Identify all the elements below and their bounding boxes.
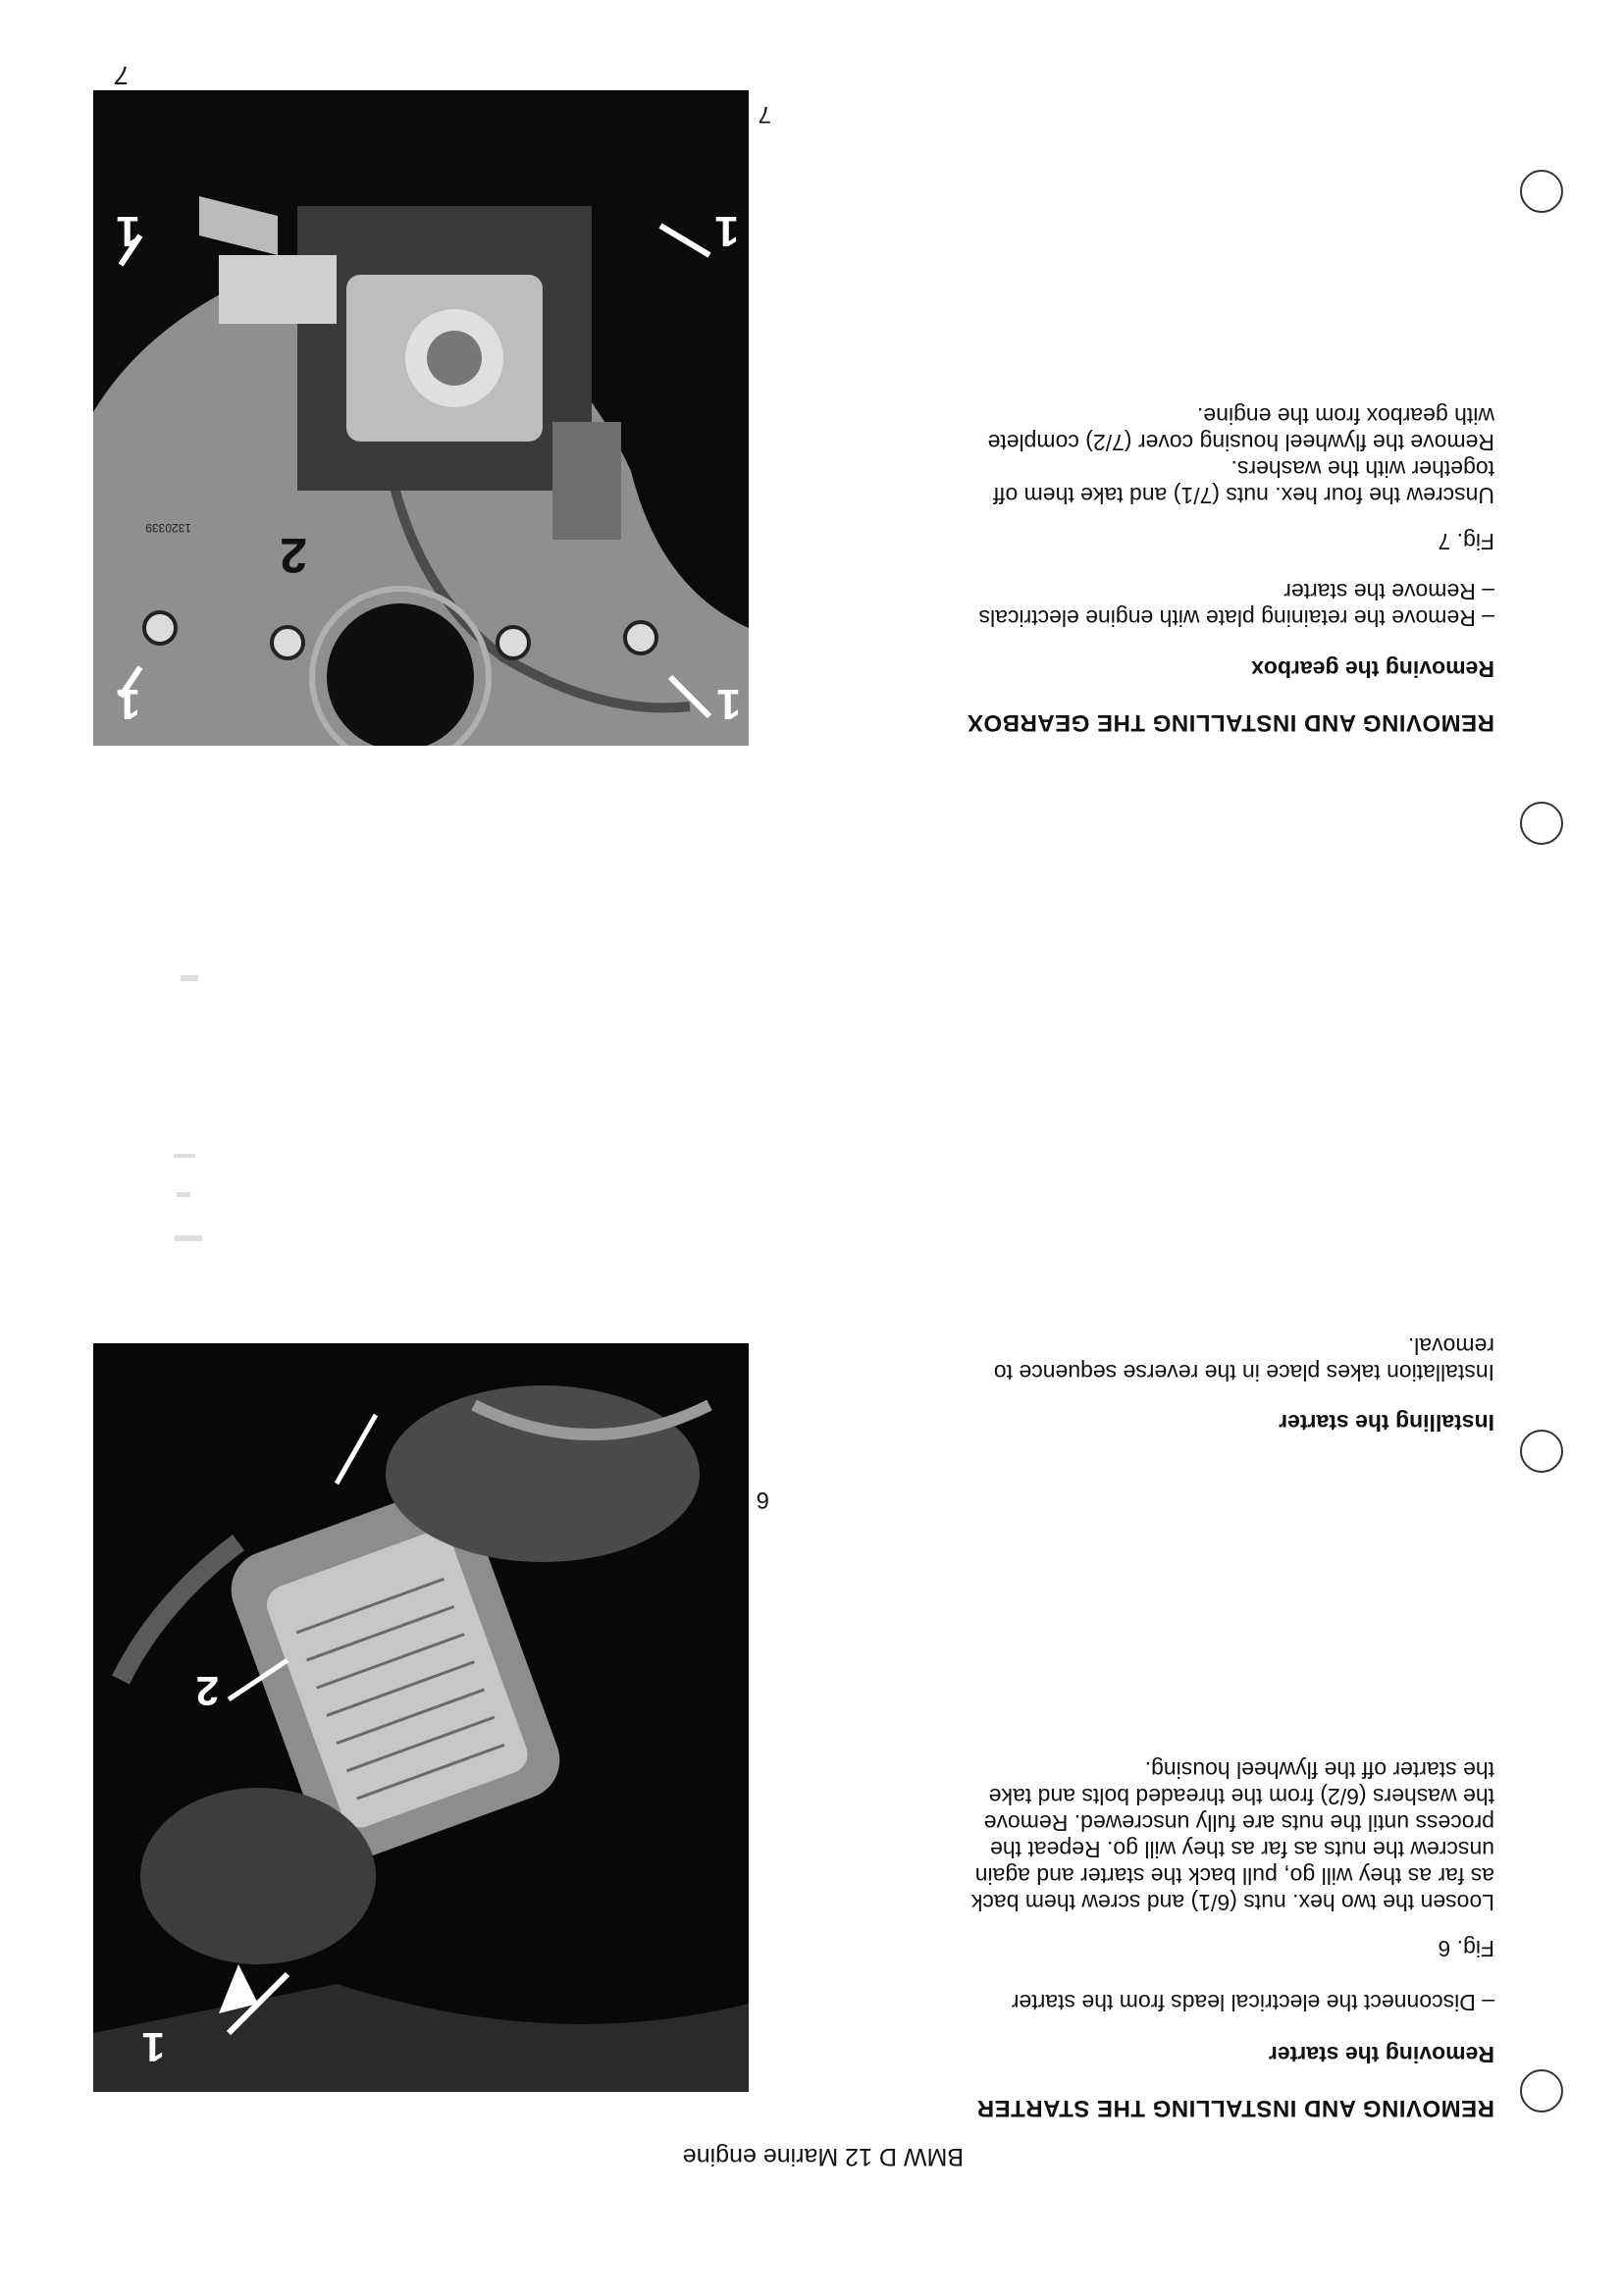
fig7-number: 7 (758, 101, 771, 128)
punch-hole-3 (1520, 802, 1563, 845)
starter-step-disconnect: – Disconnect the electrical leads from the starter (1011, 1990, 1494, 2015)
fig7-callout-1b: 1 (116, 680, 140, 728)
gearbox-step-1: – Remove the retaining plate with engine electricals (978, 605, 1494, 631)
fig7-callout-1c: 1 (714, 207, 739, 255)
fig7-flywheel-housing-image (93, 90, 749, 746)
removing-starter-subheading: Removing the starter (1268, 2042, 1494, 2067)
fig6-starter-image (93, 1343, 749, 2092)
starter-line-1: Loosen the two hex. nuts (6/1) and screw them back (970, 1890, 1494, 1915)
fig7-callout-1a: 1 (716, 680, 741, 728)
fig7-stamp: 1320339 (145, 521, 191, 535)
starter-line-3: unscrew the nuts as far as they will go. Repeat the (990, 1837, 1494, 1862)
gearbox-line-2: together with the washers. (1230, 456, 1494, 482)
starter-line-5: the washers (6/2) from the threaded bolts and take (988, 1784, 1494, 1809)
starter-section-heading: REMOVING AND INSTALLING THE STARTER (976, 2095, 1494, 2121)
fig7-callout-2: 2 (280, 528, 307, 583)
gearbox-step-2: – Remove the starter (1283, 579, 1494, 604)
removing-gearbox-subheading: Removing the gearbox (1251, 656, 1494, 682)
page-header: BMW D 12 Marine engine (682, 2143, 964, 2170)
starter-instructions (945, 1756, 1494, 1915)
gearbox-section-heading: REMOVING AND INSTALLING THE GEARBOX (967, 709, 1494, 736)
punch-hole-2 (1520, 1430, 1563, 1473)
fig6-callout-1: 1 (141, 2024, 165, 2070)
fig6-reference: Fig. 6 (1438, 1936, 1494, 1961)
gearbox-instructions (945, 402, 1494, 508)
gearbox-line-4: with gearbox from the engine. (1196, 403, 1494, 429)
install-line-2: removal. (1407, 1333, 1494, 1359)
punch-hole-4 (1520, 170, 1563, 213)
fig7-callout-1d: 1 (116, 207, 140, 255)
fig6-photo (93, 1343, 749, 2092)
fig7-reference: Fig. 7 (1438, 529, 1494, 554)
installing-starter-subheading: Installing the starter (1279, 1410, 1494, 1435)
starter-line-2: as far as they will go, pull back the starter and again (974, 1863, 1494, 1889)
install-line-1: Installation takes place in the reverse sequence to (993, 1360, 1494, 1385)
page-number: 7 (115, 61, 130, 90)
gearbox-line-3: Remove the flywheel housing cover (7/2) complete (987, 430, 1494, 455)
starter-line-6: the starter off the flywheel housing. (1144, 1757, 1494, 1783)
fig6-callout-2: 2 (195, 1668, 219, 1714)
punch-hole-1 (1520, 2069, 1563, 2113)
fig7-photo (93, 90, 749, 746)
gearbox-line-1: Unscrew the four hex. nuts (7/1) and take them off (993, 483, 1494, 508)
starter-line-4: process until the nuts are fully unscrewed. Remove (983, 1810, 1494, 1836)
fig6-number: 6 (756, 1487, 769, 1513)
